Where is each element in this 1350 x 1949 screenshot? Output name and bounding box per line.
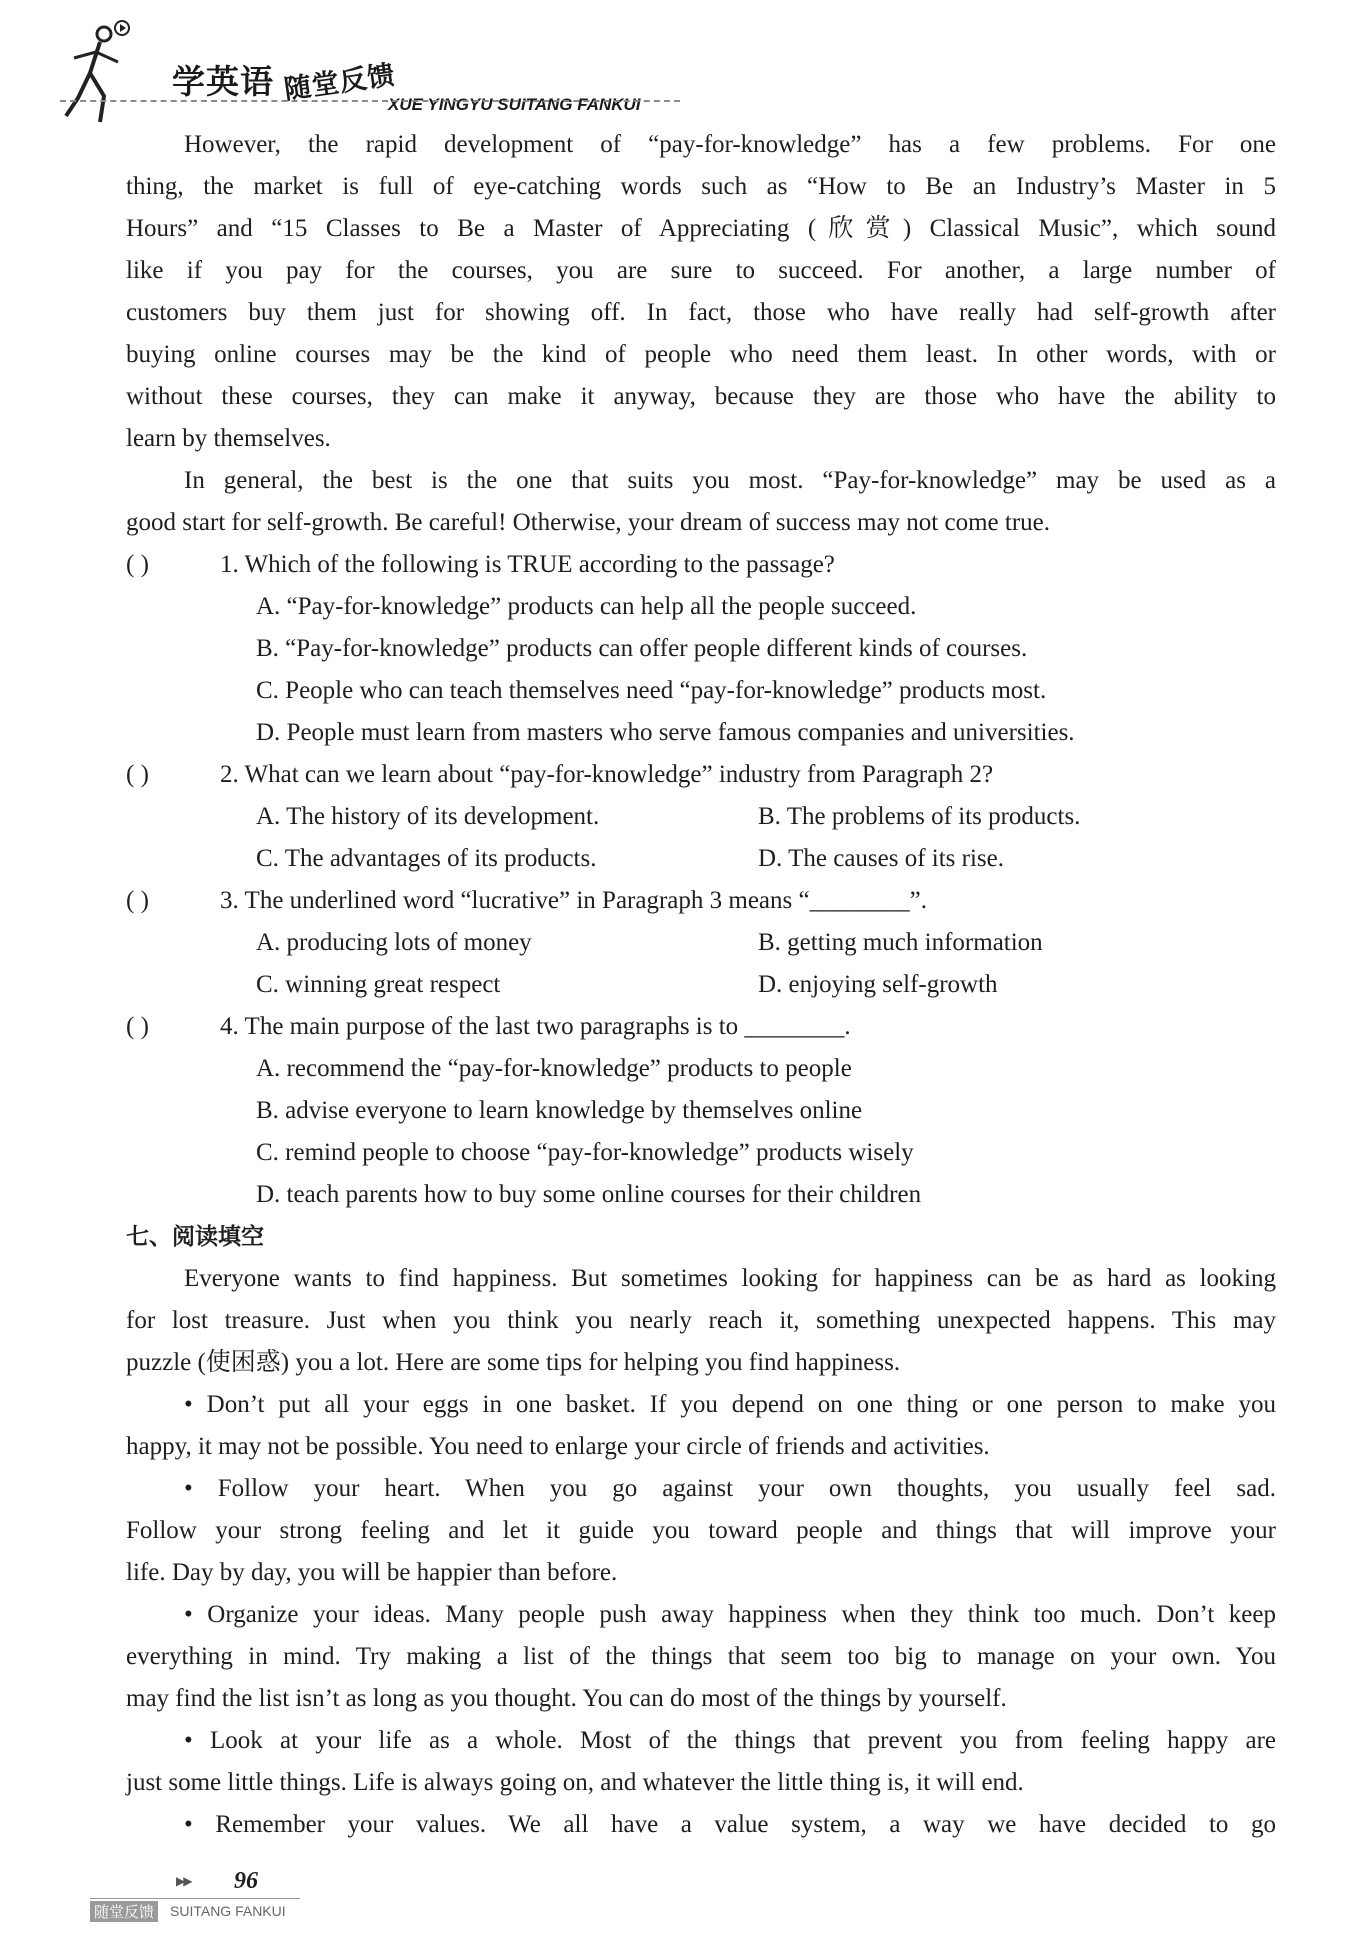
passage-line: good start for self-growth. Be careful! Otherwise, your dream of success may not come true. xyxy=(126,509,1050,536)
passage-line: everything in mind. Try making a list of the things that seem too big to manage on your own. You xyxy=(126,1643,1276,1670)
passage-line: In general, the best is the one that suits you most. “Pay-for-knowledge” may be used as a xyxy=(184,467,1276,494)
footer-label-en: SUITANG FANKUI xyxy=(170,1903,286,1919)
header-title-cn: 学英语 xyxy=(172,62,274,101)
passage-line: • Follow your heart. When you go against your own thoughts, you usually feel sad. xyxy=(184,1475,1276,1502)
page-number: 96 xyxy=(234,1868,258,1894)
footer-divider xyxy=(90,1898,300,1899)
option: B. advise everyone to learn knowledge by themselves online xyxy=(256,1097,863,1124)
passage-line: • Don’t put all your eggs in one basket. If you depend on one thing or one person to make you xyxy=(184,1391,1276,1418)
passage-line: buying online courses may be the kind of people who need them least. In other words, with or xyxy=(126,341,1276,368)
option: D. enjoying self-growth xyxy=(758,971,998,998)
question-stem: 4. The main purpose of the last two paragraphs is to ________. xyxy=(220,1013,851,1040)
passage-line: • Remember your values. We all have a value system, a way we have decided to go xyxy=(184,1811,1276,1838)
question-3 xyxy=(126,880,1276,1006)
answer-blank[interactable]: ( ) xyxy=(126,887,149,914)
passage-line: like if you pay for the courses, you are sure to succeed. For another, a large number of xyxy=(126,257,1276,284)
option: C. People who can teach themselves need “pay-for-knowledge” products most. xyxy=(256,677,1047,704)
answer-blank[interactable]: ( ) xyxy=(126,1013,149,1040)
question-2 xyxy=(126,754,1276,880)
question-4 xyxy=(126,1006,1276,1216)
header-title-en: XUE YINGYU SUITANG FANKUI xyxy=(388,95,641,114)
footer-label-cn: 随堂反馈 xyxy=(90,1901,158,1922)
question-stem: 1. Which of the following is TRUE according to the passage? xyxy=(220,551,835,578)
passage-line: thing, the market is full of eye-catching words such as “How to Be an Industry’s Master in 5 xyxy=(126,173,1276,200)
option: D. People must learn from masters who serve famous companies and universities. xyxy=(256,719,1075,746)
option: B. The problems of its products. xyxy=(758,803,1081,830)
passage-line: • Look at your life as a whole. Most of the things that prevent you from feeling happy are xyxy=(184,1727,1276,1754)
passage-line: puzzle (使困惑) you a lot. Here are some tips for helping you find happiness. xyxy=(126,1349,901,1376)
header-subtitle-cn: 随堂反馈 xyxy=(282,59,398,106)
answer-blank[interactable]: ( ) xyxy=(126,551,149,578)
passage xyxy=(126,124,1276,544)
question-1 xyxy=(126,544,1276,754)
page-header xyxy=(60,18,680,128)
answer-blank[interactable]: ( ) xyxy=(126,761,149,788)
option: A. “Pay-for-knowledge” products can help all the people succeed. xyxy=(256,593,917,620)
passage-line: happy, it may not be possible. You need to enlarge your circle of friends and activities. xyxy=(126,1433,990,1460)
header-divider xyxy=(60,100,680,102)
runner-logo-icon xyxy=(60,18,140,128)
page-footer xyxy=(90,1868,310,1928)
option: D. The causes of its rise. xyxy=(758,845,1005,872)
option: C. remind people to choose “pay-for-knowledge” products wisely xyxy=(256,1139,914,1166)
passage-line: life. Day by day, you will be happier than before. xyxy=(126,1559,618,1586)
question-stem: 3. The underlined word “lucrative” in Paragraph 3 means “________”. xyxy=(220,887,927,914)
option: C. winning great respect xyxy=(256,971,501,998)
option: A. producing lots of money xyxy=(256,929,532,956)
page-content xyxy=(126,124,1276,1846)
passage-line: for lost treasure. Just when you think you nearly reach it, something unexpected happens. This may xyxy=(126,1307,1276,1334)
passage-line: Follow your strong feeling and let it guide you toward people and things that will improve your xyxy=(126,1517,1276,1544)
passage-line: without these courses, they can make it anyway, because they are those who have the ability to xyxy=(126,383,1276,410)
passage-line: may find the list isn’t as long as you thought. You can do most of the things by yourself. xyxy=(126,1685,1007,1712)
passage-line: customers buy them just for showing off. In fact, those who have really had self-growth after xyxy=(126,299,1276,326)
option: C. The advantages of its products. xyxy=(256,845,597,872)
option: A. recommend the “pay-for-knowledge” products to people xyxy=(256,1055,852,1082)
arrow-icon: ▶▶ xyxy=(176,1874,191,1888)
passage-line: Hours” and “15 Classes to Be a Master of Appreciating (欣赏) Classical Music”, which sound xyxy=(126,215,1276,242)
passage-line: • Organize your ideas. Many people push away happiness when they think too much. Don’t keep xyxy=(184,1601,1276,1628)
option: B. getting much information xyxy=(758,929,1043,956)
passage-line: However, the rapid development of “pay-for-knowledge” has a few problems. For one xyxy=(184,131,1276,158)
option: D. teach parents how to buy some online courses for their children xyxy=(256,1181,922,1208)
question-stem: 2. What can we learn about “pay-for-knowledge” industry from Paragraph 2? xyxy=(220,761,994,788)
section-heading: 七、阅读填空 xyxy=(126,1224,264,1250)
option: A. The history of its development. xyxy=(256,803,600,830)
option: B. “Pay-for-knowledge” products can offer people different kinds of courses. xyxy=(256,635,1028,662)
passage-line: just some little things. Life is always going on, and whatever the little thing is, it will end. xyxy=(126,1769,1024,1796)
passage-line: Everyone wants to find happiness. But sometimes looking for happiness can be as hard as looking xyxy=(184,1265,1276,1292)
section-7-passage xyxy=(126,1258,1276,1846)
passage-line: learn by themselves. xyxy=(126,425,331,452)
